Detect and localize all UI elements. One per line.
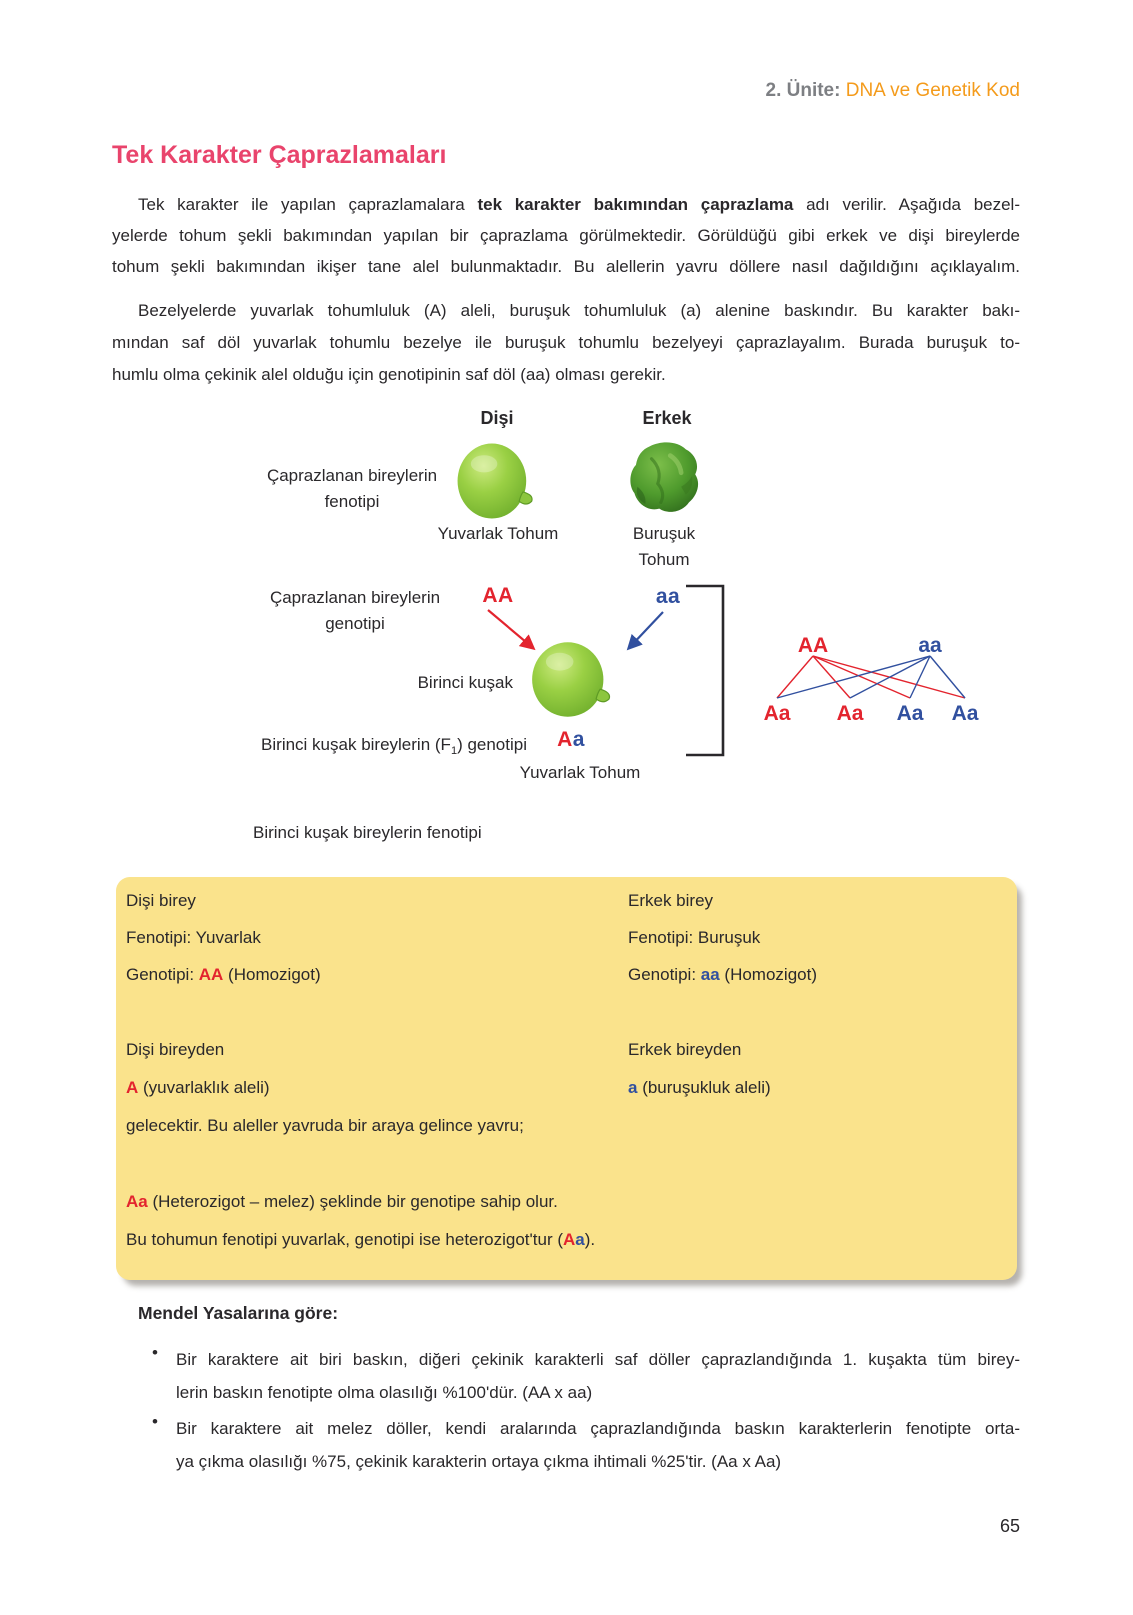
- intro-paragraph-1-lines: yelerde tohum şekli bakımından yapılan bir çaprazlama görülmektedir. Görüldüğü gibi erkek ve dişi bireylerde tohum şekli bakımından ikişer tane alel bulunmaktadır. Bu alellerin yavru döllere nasıl dağıldığını açıklayalım.: [112, 226, 1020, 276]
- round-pea-image: [456, 440, 534, 522]
- cross-parent-female: AA: [797, 634, 829, 657]
- intro-paragraph-1-line-1: [112, 189, 1020, 220]
- male-phenotype-line2: Tohum: [638, 550, 690, 569]
- mendel-bullet-1: [176, 1343, 1020, 1409]
- mendel-bullet-2-lines: Bir karaktere ait melez döller, kendi aralarında çaprazlandığında baskın karakterlerin fenotipte orta- ya çıkma olasılığı %75, çekinik karakterin ortaya çıkma ihtimali %25'tir. (Aa x Aa): [176, 1419, 1020, 1471]
- f1-allele-recessive: a: [572, 728, 585, 751]
- intro-paragraph-2: [112, 295, 1020, 391]
- box-female-allele-suffix: (yuvarlaklık aleli): [138, 1078, 270, 1097]
- box-male-genotype-suffix: (Homozigot): [719, 965, 817, 984]
- box-female-title: Dişi birey: [126, 891, 196, 910]
- breadcrumb: [766, 80, 1021, 102]
- box-female-genotype-suffix: (Homozigot): [223, 965, 321, 984]
- p1-text-post: adı verilir. Aşağıda bezel-: [793, 195, 1020, 214]
- male-heading: Erkek: [642, 408, 692, 428]
- cross-offspring-1: Aa: [763, 702, 791, 725]
- genotype-caption: [270, 585, 440, 637]
- cross-offspring-3: Aa: [896, 702, 924, 725]
- f1-genotype-caption: [180, 732, 527, 764]
- male-phenotype-label: [633, 521, 695, 573]
- cross-offspring-4: Aa: [951, 702, 979, 725]
- p1-text-pre: Tek karakter ile yapılan çaprazlamalara: [138, 195, 478, 214]
- cross-offspring-2: Aa: [836, 702, 864, 725]
- female-genotype-label: AA: [482, 584, 514, 607]
- bullet-1-marker: •: [152, 1343, 158, 1362]
- f1-caption-subscript: 1: [450, 745, 458, 757]
- box-female-genotype-alleles: AA: [198, 965, 224, 984]
- box-female-phenotype: Fenotipi: Yuvarlak: [126, 928, 261, 947]
- f1-allele-dominant: A: [557, 728, 573, 751]
- box-female-genotype: [126, 965, 321, 985]
- f1-genotype-label: [557, 728, 585, 752]
- box-male-title: Erkek birey: [628, 891, 714, 910]
- p1-bold-phrase: tek karakter bakımından çaprazlama: [477, 195, 794, 214]
- f1-caption-pre: Birinci kuşak bireylerin (F: [261, 735, 451, 754]
- mendel-bullet-1-lines: Bir karaktere ait biri baskın, diğeri çekinik karakterli saf döller çaprazlandığında 1. kuşakta tüm birey- lerin baskın fenotipte olma olasılığı %100'dür. (AA x aa): [176, 1350, 1020, 1402]
- intro-paragraph-1: [112, 189, 1020, 282]
- genotype-caption-line2: genotipi: [325, 614, 385, 633]
- f1-phenotype-caption: Birinci kuşak bireylerin fenotipi: [253, 823, 482, 842]
- box-from-female-title: Dişi bireyden: [126, 1040, 225, 1059]
- box-female-genotype-label: Genotipi:: [126, 965, 199, 984]
- cross-parent-male: aa: [918, 634, 942, 657]
- conclusion2-post: ).: [584, 1230, 596, 1249]
- f1-caption-post: ) genotipi: [457, 735, 527, 754]
- wrinkled-pea-image: [625, 438, 703, 520]
- box-conclusion-1: [126, 1192, 558, 1212]
- male-allele-arrow: [629, 612, 663, 648]
- female-allele-arrow: [488, 610, 533, 648]
- mendel-bullet-2: [176, 1412, 1020, 1478]
- conclusion2-pre: Bu tohumun fenotipi yuvarlak, genotipi ise heterozigot'tur (: [126, 1230, 563, 1249]
- box-middle-sentence: gelecektir. Bu aleller yavruda bir araya gelince yavru;: [126, 1116, 524, 1135]
- male-genotype-label: aa: [655, 585, 681, 608]
- f1-pea-image: [529, 639, 613, 720]
- box-male-allele-suffix: (buruşukluk aleli): [637, 1078, 771, 1097]
- mendel-heading: Mendel Yasalarına göre:: [138, 1303, 339, 1323]
- summary-box: [116, 877, 1017, 1280]
- box-male-genotype: [628, 965, 817, 985]
- box-male-allele: a: [628, 1078, 638, 1097]
- box-male-genotype-label: Genotipi:: [628, 965, 701, 984]
- unit-title-label: DNA ve Genetik Kod: [845, 80, 1020, 101]
- phenotype-caption: [267, 463, 437, 515]
- box-male-phenotype: Fenotipi: Buruşuk: [628, 928, 761, 947]
- box-male-genotype-alleles: aa: [700, 965, 720, 984]
- bracket: [683, 583, 728, 761]
- female-heading: Dişi: [480, 408, 514, 428]
- conclusion2-allele-dominant: A: [563, 1230, 576, 1249]
- phenotype-caption-line2: fenotipi: [324, 492, 380, 511]
- conclusion1-alleles: Aa: [126, 1192, 148, 1211]
- page-title: Tek Karakter Çaprazlamaları: [112, 141, 447, 169]
- male-phenotype-line1: Buruşuk: [632, 524, 696, 543]
- conclusion1-text: (Heterozigot – melez) şeklinde bir genotipe sahip olur.: [147, 1192, 558, 1211]
- female-phenotype-label: Yuvarlak Tohum: [437, 524, 559, 543]
- box-from-female-allele: [126, 1078, 270, 1098]
- box-female-allele: A: [126, 1078, 139, 1097]
- conclusion2-allele-recessive: a: [575, 1230, 585, 1249]
- box-from-male-title: Erkek bireyden: [628, 1040, 742, 1059]
- box-conclusion-2: [126, 1230, 595, 1250]
- bullet-2-marker: •: [152, 1412, 158, 1431]
- unit-number-label: 2. Ünite:: [765, 80, 841, 101]
- box-from-male-allele: [628, 1078, 771, 1098]
- genotype-caption-line1: Çaprazlanan bireylerin: [269, 588, 441, 607]
- page-number: 65: [999, 1516, 1020, 1536]
- allele-distribution-diagram: [730, 628, 990, 728]
- phenotype-caption-line1: Çaprazlanan bireylerin: [266, 466, 438, 485]
- f1-generation-label: Birinci kuşak: [417, 673, 513, 692]
- f1-phenotype-label: Yuvarlak Tohum: [519, 763, 641, 782]
- intro-paragraph-2-lines: Bezelyelerde yuvarlak tohumluluk (A) aleli, buruşuk tohumluluk (a) alenine baskındır. Bu karakter bakı- mından saf döl yuvarlak tohumlu bezelye ile buruşuk tohumlu bezelyeyi çaprazlayalım. Burada buruşuk to- humlu olma çekinik alel olduğu için genotipinin saf döl (aa) olması gerekir.: [112, 301, 1020, 384]
